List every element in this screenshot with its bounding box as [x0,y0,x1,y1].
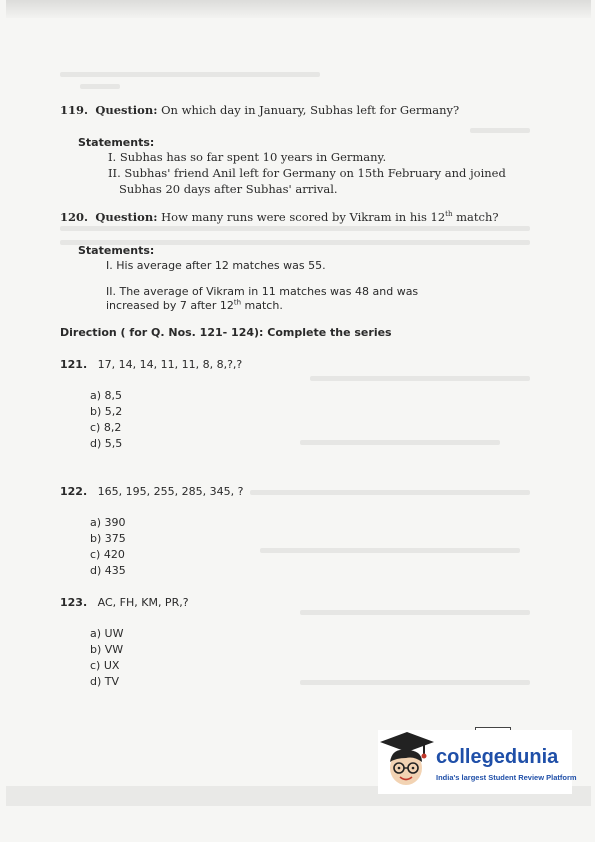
question-text: On which day in January, Subhas left for Germany? [161,103,460,117]
bleed-through-mark [260,548,520,553]
bleed-through-mark [300,610,530,615]
bleed-through-mark [80,84,120,89]
logo-wordmark: collegedunia [436,746,559,768]
option-b: b) VW [90,643,124,656]
ordinal-suffix: th [233,298,242,307]
direction-heading: Direction ( for Q. Nos. 121- 124): Complete the series [60,326,392,339]
option-d: d) 435 [90,564,126,577]
statement-ii-line1: II. Subhas' friend Anil left for Germany on 15th February and joined [108,166,506,180]
statement-ii-line2 [106,299,283,312]
statements-heading: Statements: [78,136,155,149]
bleed-through-mark [310,376,530,381]
question-text-end: match? [452,210,499,224]
question-text: How many runs were scored by Vikram in his 12 [161,210,446,224]
bleed-through-mark [300,680,530,685]
bleed-through-mark [470,128,530,133]
question-text: AC, FH, KM, PR,? [97,596,189,609]
option-a: a) 8,5 [90,389,123,402]
logo-tagline: India's largest Student Review Platform [436,773,577,782]
bleed-through-mark [250,490,530,495]
option-b: b) 5,2 [90,405,123,418]
question-122 [60,485,243,498]
option-c: c) UX [90,659,120,672]
statement-i: I. Subhas has so far spent 10 years in Germany. [108,150,387,164]
option-a: a) UW [90,627,124,640]
option-d: d) TV [90,675,120,688]
question-label: Question: [95,103,158,117]
question-number: 119. [60,103,89,117]
bleed-through-mark [60,226,530,231]
question-number: 123. [60,596,88,609]
statement-ii-line2: Subhas 20 days after Subhas' arrival. [119,182,338,196]
statements-heading: Statements: [78,244,155,257]
student-mascot-icon [378,730,436,794]
question-number: 122. [60,485,88,498]
statement-i: I. His average after 12 matches was 55. [106,259,326,272]
option-b: b) 375 [90,532,126,545]
option-c: c) 420 [90,548,125,561]
question-119 [60,103,459,117]
question-label: Question: [95,210,158,224]
option-d: d) 5,5 [90,437,123,450]
bleed-through-mark [60,72,320,77]
question-121 [60,358,242,371]
question-text: 17, 14, 14, 11, 11, 8, 8,?,? [97,358,243,371]
statement-text: increased by 7 after 12 [106,299,234,312]
question-123 [60,596,189,609]
option-c: c) 8,2 [90,421,122,434]
ordinal-suffix: th [445,210,453,219]
statement-ii-line1: II. The average of Vikram in 11 matches was 48 and was [106,285,419,298]
top-scan-band [6,0,591,18]
question-number: 121. [60,358,88,371]
question-number: 120. [60,210,89,224]
question-120 [60,210,499,224]
bleed-through-mark [300,440,500,445]
question-text: 165, 195, 255, 285, 345, ? [97,485,244,498]
option-a: a) 390 [90,516,126,529]
statement-text-end: match. [241,299,283,312]
